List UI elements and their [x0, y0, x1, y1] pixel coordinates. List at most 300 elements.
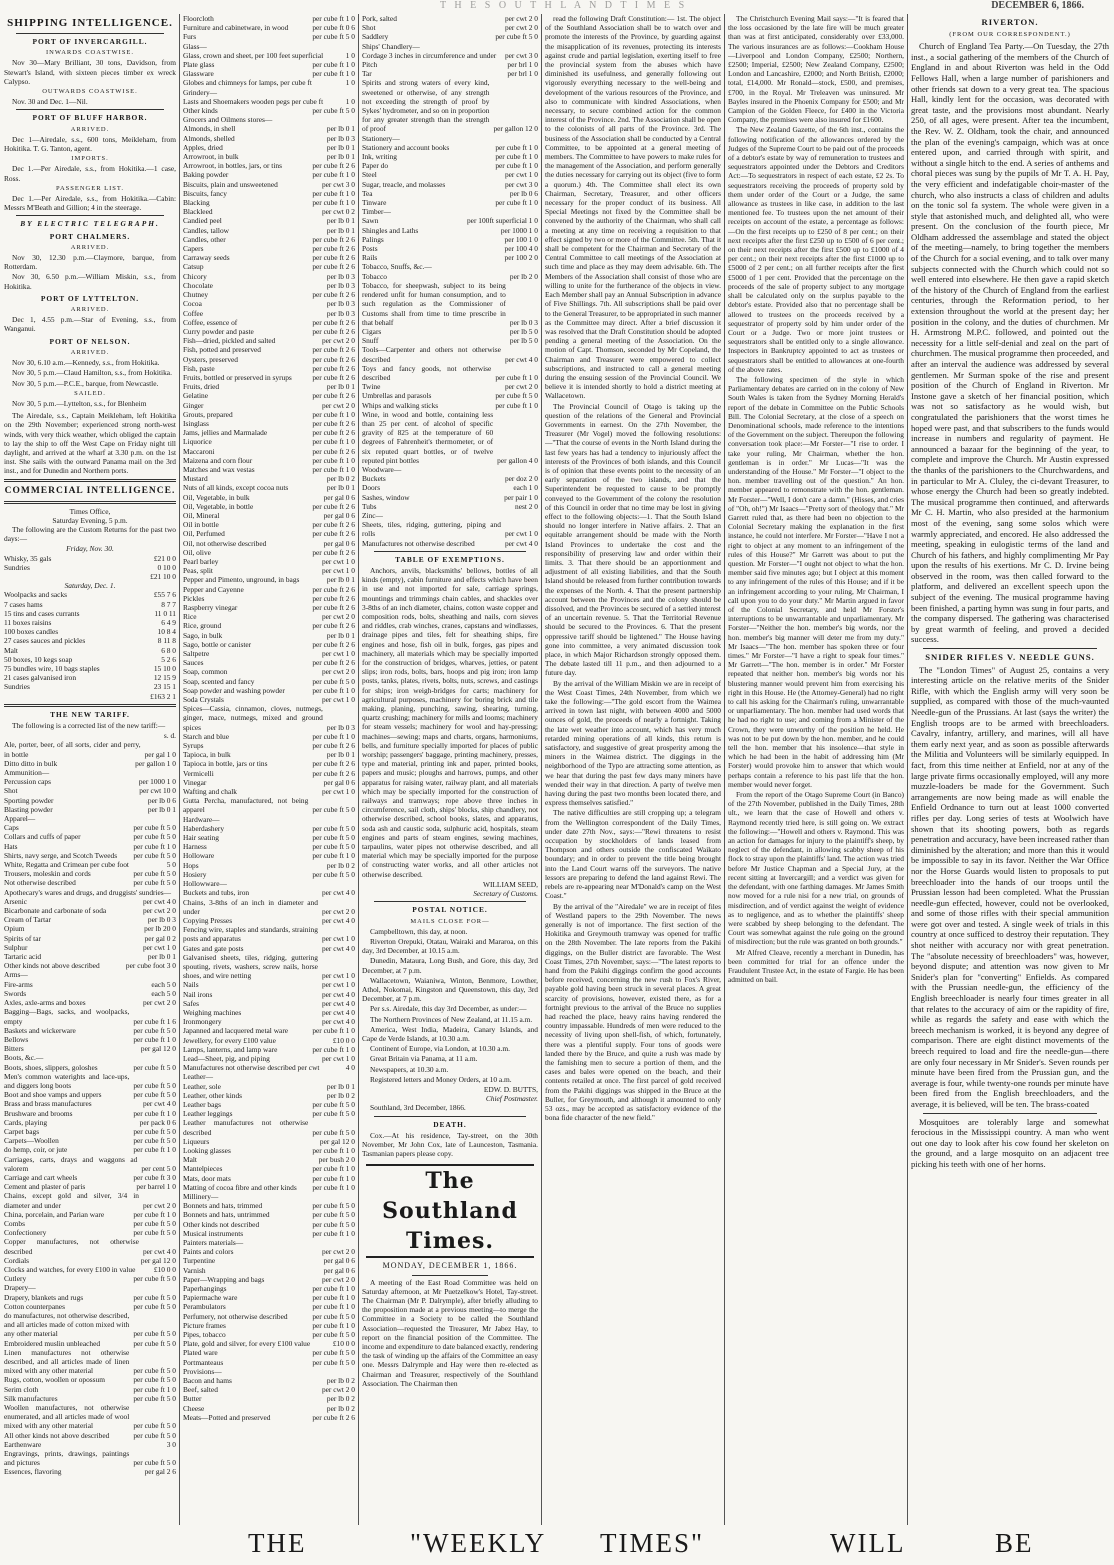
- telegraph-heading: BY ELECTRIC TELEGRAPH.: [20, 219, 160, 229]
- tariff-row-item: Drapery—: [4, 1283, 36, 1293]
- tariff-row-value: per cube ft 2 6: [312, 603, 355, 612]
- column-1: [4, 14, 176, 1554]
- tariff-row: [183, 1091, 355, 1100]
- tariff-row-item: Jams, jellies and Marmalade: [183, 428, 268, 438]
- tariff-row-item: Embroidered muslin unbleached: [4, 1338, 101, 1348]
- tariff-row: [183, 796, 355, 814]
- tariff-row: [4, 777, 176, 786]
- tariff-row-item: Almonds, in shell: [183, 124, 236, 134]
- shipping-heading: SHIPPING INTELLIGENCE.: [7, 17, 173, 29]
- tariff-row-value: per cube ft 2 6: [312, 658, 355, 668]
- tariff-row-value: per cent 5 0: [141, 1163, 176, 1173]
- tariff-row-item: Oil, olive: [183, 547, 211, 557]
- tariff-row-item: Bagging—Bags, sacks, and woolpacks, empty: [4, 1007, 130, 1026]
- tariff-row-value: per bush 2 0: [318, 1155, 355, 1165]
- tariff-row-item: Glass, crown and sheet, per 100 feet superficial: [183, 50, 324, 60]
- tariff-row-item: Not otherwise described: [4, 878, 76, 888]
- tariff-row: [362, 32, 538, 41]
- tariff-row-item: Lasts and Shoemakers wooden pegs per cube ft: [183, 96, 324, 106]
- tariff-row: [183, 1210, 355, 1219]
- tariff-row: [183, 373, 355, 382]
- tariff-row-value: per cwt 1 0: [321, 649, 355, 659]
- tariff-row-item: Serim cloth: [4, 1384, 39, 1394]
- tariff-row-item: Spices—Cassia, cinnamon, cloves, nutmegs, ginger, mace, nutmegs, mixed and ground spices: [183, 704, 323, 732]
- tariff-row-value: per cube ft 1 0: [495, 400, 538, 410]
- tariff-row: [183, 1394, 355, 1403]
- postal-item: The Northern Provinces of New Zealand, at 11.15 a.m.: [370, 1014, 533, 1024]
- tariff-row-value: per cube ft 5 0: [312, 842, 355, 852]
- tariff-row-value: per cwt 4 0: [504, 354, 538, 364]
- chalmers-list: [4, 253, 176, 291]
- postal-item: Riverton Orepuki, Otatau, Wairaki and Mararoa, on this day, 3rd December, at 10.15 a.m.: [362, 936, 538, 956]
- tariff-list-2: [183, 14, 355, 1422]
- tariff-row-value: per cube ft 5 0: [312, 1330, 355, 1340]
- tariff-row: [183, 51, 355, 60]
- tariff-row: [4, 1302, 176, 1311]
- tariff-row-item: Oil, Vegetable, in bottle: [183, 501, 254, 511]
- tariff-row: [4, 1375, 176, 1384]
- tariff-row-value: per cube ft 5 0: [495, 391, 538, 401]
- exemptions-text: Anchors, anvils, blacksmiths' bellows, bottles of all kinds (empty), cabin furniture and effects which have been in use and not imported for sale, carriage springs, mountings and trimmings chain cables, and shackles over 3-8ths of an inch diameter, chains, cotton waste copper and composition rods, bolts, sheathing and nails, corn sieves and riddles, crab winches, cranes, capstans and windlasses, drainage pipes and tiles, felt for sheathing ships, fire engines and hose, fish oil in bulk, forges, gas pipes and machinery, all materials which may be specially imported for the construction of bridges, wharves, jetties, or patent slips; iron rods, bolts, bars, hoops and pig iron; iron lamp posts, tanks, plates, rivets, bolts, nuts, screws, and castings for ships; iron weigh-bridges for carts; machinery for agricultural purposes, machinery for boring brick and tile making, planing, punching, sawing, shearing, turning, quartz crushing; machinery for mills and looms; machinery for steam vessels; machinery for wool and hay-pressing; machines—sewing; maps and charts, organs, harmoniums, bells, and furniture specially imported for places of public worship; passengers' baggage, printing machinery, presses, type and material, printing ink and paper, printed books, papers and music; ploughs and harrows, pumps, and other apparatus for raising water, railway plant, and all materials which may be specially imported for the construction of railways and tramways; rope above three inches in circumference, sail cloth, ships' blocks, ship chandlery, not otherwise described, school books, slates, and apparatus, soda ash and caustic soda, sulphuric acid, hospitals, steam engines and parts of steam engines, sewing machines, tarpaulins, water pipes not otherwise described, and all material which may be specially imported for the purpose of constructing water works, and all other articles not otherwise described.: [362, 565, 538, 879]
- tariff-row-value: per cwt 2 0: [142, 906, 176, 916]
- tariff-row-value: per cube ft 2 6: [312, 372, 355, 382]
- tariff-row: [362, 281, 538, 327]
- tariff-row-item: Earthenware: [4, 1439, 42, 1449]
- tariff-row: [4, 1348, 176, 1376]
- tariff-row-value: per cwt 1 0: [321, 695, 355, 705]
- tariff-row-value: each 5 0: [151, 988, 176, 998]
- tariff-row-item: Other kinds: [183, 106, 218, 116]
- tariff-row-value: per cube ft 1 0: [495, 142, 538, 152]
- tariff-row-item: do manufactures, not otherwise described, and all articles made of cotton mixed with any other material: [4, 1311, 130, 1339]
- tariff-row-value: per cwt 4 0: [321, 1017, 355, 1027]
- tariff-row: [362, 143, 538, 152]
- tariff-row-value: per cwt 2 0: [321, 906, 355, 916]
- tariff-row-value: per cwt 10 0: [139, 786, 176, 796]
- tariff-row-value: per cube ft 1 0: [312, 1044, 355, 1054]
- snider-heading: SNIDER RIFLES V. NEEDLE GUNS.: [925, 652, 1095, 663]
- outwards-entry: Nov. 30 and Dec. 1—Nil.: [12, 97, 88, 107]
- tariff-row-value: per cube ft 1 0: [495, 152, 538, 162]
- tariff-row-item: Silk manufactures: [4, 1393, 58, 1403]
- customs-row: [4, 600, 176, 609]
- times-office: Times Office,: [69, 506, 111, 516]
- tariff-row-item: Shirts, navy serge, and Scotch Tweeds: [4, 850, 118, 860]
- tariff-row: [183, 447, 355, 456]
- tariff-row-item: Beef, salted: [183, 1385, 218, 1395]
- tariff-row-item: Galvanised sheets, tiles, ridging, guttering spouting, rivets, washers, screw nails, horse shoes, and wire netting: [183, 952, 318, 981]
- tariff-row: [362, 401, 538, 410]
- tariff-row: [183, 244, 355, 253]
- tariff-row-value: per 100 1 0: [504, 234, 538, 244]
- tariff-row: [183, 23, 355, 32]
- tariff-row: [183, 355, 355, 364]
- tariff-row-item: Capers: [183, 244, 204, 254]
- tariff-row-value: per gal 12 0: [319, 1136, 355, 1146]
- tariff-row: [183, 216, 355, 225]
- tariff-row-item: Perambulators: [183, 1302, 226, 1312]
- tariff-row-item: Leather, sole: [183, 1081, 221, 1091]
- tariff-row-item: Candles, tallow: [183, 225, 229, 235]
- bluff-arrived: Dec 1—Airedale, s.s., 600 tons, Meikleham, from Hokitika. T. G. Tanton, agent.: [4, 134, 176, 154]
- tariff-row-value: per gallon 4 0: [497, 455, 538, 465]
- tariff-row-item: Millinery—: [183, 1192, 219, 1201]
- customs-row-value: 11 0 11: [154, 608, 176, 618]
- tariff-row-value: per gal 0 6: [323, 777, 355, 787]
- tariff-row: [362, 364, 538, 382]
- tariff-row-item: Doors: [362, 483, 381, 493]
- article-paragraph: The following specimen of the style in which Parliamentary debates are carried on in the colony of New South Wales is taken from the Sydney Morning Herald's report of the debate in Committee on the Public Schools Bill. The Colonial Secretary, at the close of a speech on Denominational schools, made reference to the intentions of the Government on the subject. Thereupon the following conversation took place:—Mr Forster—"I rise to order. I take your ruling, Mr Chairman, whether the hon. gentleman is in order." Mr Lucas—"It was the understanding of the House." Mr Forster—"I object to the hon. member travelling out of the question." An hon. member appeared to remonstrate with the hon. gentleman. Mr Forster—"Well, I don't care a damn." (Hisses, and cries of "Oh, oh!") Mr Isaacs—"Pretty sort of theology that." Mr Garrett ruled that, as there had been no objection to the Colonial Secretary making the explanation in the first instance, he could not interfere. Mr Forster—"Have I not a right to object at any moment to an infringement of the rules of this House?" Mr Garrett was about to put the question. Mr Forster—"I ought not object to what the hon. member said five minutes ago; but I object at this moment to any infringement of the rules of this House; and if it be an infringement according to your ruling, Mr Chairman, I call upon you to do your duty." Mr Martin argued in favor of the Colonial Secretary, and held Mr Forster's interruptions to be unwarrantable and unparliamentary. Mr Forster—"Neither the hon. member's big words, nor the hon. member's big manner will deter me from my duty." Mr Isaacs—"The hon. member has spoken three or four times." Mr Forster—"I have a right to speak four times." Mr Garrett—"The hon. member is in order." Mr Forster repeated that neither hon. member's big words nor his blustering manner would prevent him from exercising his right in this House. He (the Attorney-General) had no right to call his asking for the Chairman's ruling, unwarrantable or unparliamentary. The hon. member had used words that he had no right to use; and coming from a Minister of the Crown, they were unworthy of the position he held. He was not to be put down by the hon. member, and he could tell the hon. member that his insolence—that style in which he had been in the habit of addressing him (Mr Forster) would provoke him to answer that which would perhaps contain a reference to his past life that the hon. member would never forget.: [728, 374, 904, 789]
- tariff-row: [183, 1413, 355, 1422]
- tariff-row-item: Leather leggings: [183, 1109, 233, 1119]
- tariff-row: [4, 1440, 176, 1449]
- inwards-entry: Nov 30—Mary Brilliant, 30 tons, Davidson, from Stewart's Island, with sixteen pieces timber ex wreck Calypso.: [4, 58, 176, 86]
- tariff-row-item: Candied peel: [183, 216, 222, 226]
- tariff-row-item: Pearl barley: [183, 556, 219, 566]
- tariff-row-item: Leather manufactures not otherwise described: [183, 1118, 309, 1137]
- tariff-row-value: per cube ft 5 0: [312, 869, 355, 879]
- tariff-row-value: per cube ft 5 0: [133, 832, 176, 842]
- tariff-row: [183, 1247, 355, 1256]
- tariff-row-item: Bicarbonate and carbonate of soda: [4, 906, 107, 916]
- tariff-row-value: per cwt 1 0: [321, 934, 355, 944]
- tariff-row: [4, 888, 176, 897]
- tariff-row-value: per lb 0 1: [326, 225, 355, 235]
- tariff-row-item: Sawn: [362, 216, 379, 226]
- tariff-row-value: per cube ft 5 0: [133, 1136, 176, 1146]
- tariff-row: [4, 740, 176, 758]
- tariff-row-value: per cwt 2 0: [142, 1200, 176, 1210]
- tariff-row-value: per cube ft 1 0: [312, 1182, 355, 1192]
- tariff-row-value: per lb 0 2: [326, 1403, 355, 1413]
- customs-row-item: Sundries: [4, 562, 30, 572]
- tariff-row: [183, 235, 355, 244]
- tariff-row-item: Shot: [362, 23, 376, 33]
- column-4: [545, 14, 721, 1534]
- tariff-row-item: Tobacco, Snuffs, &c.—: [362, 262, 432, 272]
- tariff-row-item: Spirits and strong waters of every kind, sweetened or otherwise, of any strength not exceeding the strength of proof by Sykes' hydrometer, and so on in proportion for any greater strength than the strength of proof: [362, 78, 490, 134]
- tariff-row-item: Catsup: [183, 262, 204, 272]
- tariff-row-item: Boot and shoe vamps and uppers: [4, 1090, 102, 1100]
- tariff-row: [4, 1265, 176, 1274]
- tariff-row: [4, 1394, 176, 1403]
- tariff-row: [183, 1146, 355, 1155]
- tariff-row-item: Syrups: [183, 741, 204, 751]
- tariff-row-item: Tartaric acid: [4, 952, 42, 962]
- friday-label: Friday, Nov. 30.: [66, 544, 114, 554]
- tariff-row-item: Pepper and Cayenne: [183, 584, 244, 594]
- tariff-row-value: per cube ft 5 0: [133, 1338, 176, 1348]
- tariff-row-value: £10 0 0: [332, 1339, 355, 1349]
- tariff-row-item: Wine, in wood and bottle, containing less than 25 per cent. of alcohol of specific gravity of 825 at the temperature of 60 degrees of Fahrenheit's thermometer, or of six reputed quart bottles, or of twelve reputed pint bottles: [362, 409, 494, 465]
- tariff-row-item: Nails: [183, 980, 199, 990]
- tariff-row-value: per cube ft 5 0: [133, 1090, 176, 1100]
- tariff-row: [4, 1228, 176, 1237]
- tariff-row-item: Manufactures not otherwise described: [362, 538, 475, 548]
- tariff-row-item: Pepper and Pimento, unground, in bags: [183, 575, 300, 585]
- customs-row: [4, 673, 176, 682]
- tariff-row-item: Vermicelli: [183, 768, 214, 778]
- tariff-row-value: per cwt 2 0: [321, 1274, 355, 1284]
- tariff-row: [4, 1403, 176, 1431]
- tariff-row-item: Ink, writing: [362, 152, 397, 162]
- tariff-row-value: per cube ft 2 6: [312, 161, 355, 171]
- tariff-row: [183, 1348, 355, 1357]
- tariff-row-item: Maccaroni: [183, 446, 215, 456]
- tariff-row-value: per cube ft 5 0: [133, 850, 176, 860]
- tariff-row-item: Soap, common: [183, 667, 228, 677]
- tariff-row: [4, 1449, 176, 1467]
- tariff-row-value: per cube ft 5 0: [312, 805, 355, 815]
- tariff-row: [183, 1072, 355, 1081]
- tariff-row-value: per cube ft 2 6: [312, 1412, 355, 1422]
- tariff-row-item: Confectionery: [4, 1228, 47, 1238]
- tariff-row: [183, 170, 355, 179]
- tariff-row: [183, 732, 355, 741]
- tariff-row: [362, 262, 538, 271]
- tariff-row-item: Hardware—: [183, 814, 220, 824]
- tariff-row-value: per cube ft 5 0: [312, 676, 355, 686]
- tariff-row-value: per cube ft 1 0: [312, 188, 355, 198]
- tariff-row-value: per lb 0 2: [326, 1376, 355, 1386]
- tariff-row-value: per cwt 2 0: [321, 1385, 355, 1395]
- tariff-row: [183, 1054, 355, 1063]
- tariff-row: [4, 1173, 176, 1182]
- tariff-row-item: Plate glass: [183, 60, 215, 70]
- tariff-row-value: per lb 0 1: [326, 483, 355, 493]
- tariff-row-item: Blacking: [183, 198, 210, 208]
- banner-word: "WEEKLY: [410, 1528, 547, 1558]
- postal-subheading: MAILS CLOSE FOR—: [410, 917, 490, 925]
- tariff-row-value: per lb 0 2: [326, 1090, 355, 1100]
- tariff-row: [183, 888, 355, 897]
- tariff-row: [4, 1007, 176, 1025]
- tariff-row-value: per lb 0 1: [326, 750, 355, 760]
- tariff-row: [4, 934, 176, 943]
- tariff-row-value: per cwt 4 0: [504, 538, 538, 548]
- tariff-row: [183, 345, 355, 354]
- tariff-row: [183, 1174, 355, 1183]
- tariff-row: [183, 695, 355, 704]
- tariff-row-item: Ditto ditto in bulk: [4, 758, 58, 768]
- tariff-row: [183, 69, 355, 78]
- tariff-row-item: Arsenic: [4, 896, 27, 906]
- tariff-row: [4, 823, 176, 832]
- tariff-row-value: per cube ft 1 0: [312, 464, 355, 474]
- header-date: DECEMBER 6, 1866.: [991, 0, 1084, 11]
- tariff-row-item: Candles, other: [183, 234, 226, 244]
- tariff-row-item: Oysters, preserved: [183, 354, 239, 364]
- tariff-row-value: per lb 0 1: [326, 382, 355, 392]
- tariff-row-value: per cube ft 2 6: [312, 593, 355, 603]
- tariff-row: [183, 115, 355, 124]
- tariff-row-value: per cube ft 2 6: [312, 317, 355, 327]
- tariff-row-value: per cwt 0 2: [321, 207, 355, 217]
- tariff-row-value: per cube ft 1 0: [312, 60, 355, 70]
- tariff-row-item: Other kinds not above described: [4, 961, 100, 971]
- tariff-row-value: per cwt 4 0: [321, 998, 355, 1008]
- tariff-row: [183, 106, 355, 115]
- tariff-row-item: Bitters: [4, 1044, 24, 1054]
- tariff-row: [4, 943, 176, 952]
- tariff-row-item: Weighing machines: [183, 1007, 242, 1017]
- tariff-row-value: per cube ft 1 6: [133, 1016, 176, 1026]
- tariff-row-item: Toys and fancy goods, not otherwise described: [362, 363, 492, 382]
- tariff-row-value: per cube ft 2 6: [312, 234, 355, 244]
- tariff-row: [4, 1026, 176, 1035]
- tariff-row: [183, 741, 355, 750]
- tariff-row-value: per pair 1 0: [504, 492, 538, 502]
- tariff-row: [183, 1229, 355, 1238]
- customs-row: [4, 554, 176, 563]
- tariff-row: [183, 1100, 355, 1109]
- tariff-row-item: Fruits, dried: [183, 382, 220, 392]
- tariff-row-item: Holloware: [183, 851, 215, 861]
- tariff-row: [183, 1045, 355, 1054]
- editorial-lead: A meeting of the East Road Committee was held on Saturday afternoon, at Mr Puetzelkow's Hotel, Tay-street. The Chairman (Mr P. Dalrymple), after briefly alluding to the proposition made at a previous meeting—to merge the Committee in a Society to be called the Southland Association—requested the Treasurer, Mr Jabez Hay, to report on the financial position of the Committee. The income and expenditure to date balanced exactly, rendering the task of winding up the affairs of the Committee an easy one. Messrs Dalrymple and Hay were then re-elected as Chairman and Treasurer, respectively of the Southland Association. The Chairman then: [362, 1277, 538, 1388]
- tariff-row: [183, 262, 355, 271]
- tariff-row-value: per cube ft 1 0: [312, 455, 355, 465]
- tariff-row-item: Chains, except gold and silver, 3/4 in diameter and under: [4, 1191, 139, 1210]
- tariff-row-value: per gal 0 6: [323, 538, 355, 548]
- tariff-row-item: Other kinds not described: [183, 1219, 260, 1229]
- tariff-row: [183, 1385, 355, 1394]
- article-paragraph: read the following Draft Constitution:— 1st. The object of the Southland Association shall be to watch over and promote the interests of the Province, by guarding against the misapplication of its revenues, protecting its interests against crude and partial legislation, exerting itself to free the provincial system from the abuses which have diminished its usefulness, and generally following out vigorously everything necessary to the well-being and development of the various resources of the Province, and also to communicate with kindred Associations, when necessary, to secure combined action for the common interest of the Province. 2nd. The Association shall be open to the colonists of all parts of the Province. 3rd. The business of the Association shall be conducted by a Central Committee, to be appointed at a general meeting of members. The Committee to have powers to make rules for the management of the Association, and perform generally the duties necessary for carrying out its object (five to form a quorum.) 4th. The Committee shall elect its own Chairman, Secretary, Treasurer, and other officers necessary for the proper conduct of its business. All Special Meetings not fixed by the Committee shall be convened by the authority of the Chairman, who shall call a meeting at any time on receiving a requisition to that effect signed by two or more of the Committee. 5th. That it shall be competent for the Chairman and Secretary of the Central Committee to call meetings of the Association at such time and place as they may deem advisable. 6th. The Members of the Association shall consist of those who are willing to unite for the furtherance of the objects in view. Each Member shall pay an Annual Subscription in advance of Five Shillings. 7th. All subscriptions shall be paid over to the General Treasurer, to be appropriated in such manner as the Committee may direct. After a brief discussion it was resolved that the Draft Constitution should be adopted pending a general meeting of the Association. On the motion of Capt. Thomson, seconded by Mr Copeland, the Chairman and Treasurer were empowered to collect subscriptions, and instructed to call a general meeting during the ensuing session of the Provincial Council. We believe it is intended shortly to hold a district meeting at Wallacetown.: [545, 14, 721, 401]
- tariff-row: [183, 1201, 355, 1210]
- tariff-row: [4, 952, 176, 961]
- nelson-list: [4, 358, 176, 388]
- tariff-row: [183, 290, 355, 299]
- tariff-row-value: per cube ft 5 0: [133, 1375, 176, 1385]
- tariff-row-item: Palings: [362, 234, 384, 244]
- tariff-row: [4, 1339, 176, 1348]
- tariff-row: [183, 42, 355, 51]
- tariff-row-item: Picture frames: [183, 1320, 226, 1330]
- tariff-row-value: per gal 0 6: [323, 1265, 355, 1275]
- exemptions-heading: TABLE OF EXEMPTIONS.: [395, 554, 505, 564]
- tariff-row: [362, 69, 538, 78]
- tariff-row-item: Sago, in bulk: [183, 630, 223, 640]
- tariff-row-value: per cwt 1 0: [321, 566, 355, 576]
- tariff-row-value: per cube ft 1 0: [312, 1302, 355, 1312]
- tariff-row-item: Nail irons: [183, 989, 213, 999]
- tariff-row: [183, 557, 355, 566]
- tariff-row-item: Wafting and chalk: [183, 787, 237, 797]
- tariff-row: [183, 1017, 355, 1026]
- tariff-row-value: per cwt 3 0: [504, 50, 538, 60]
- tariff-row-value: per cube ft 5 0: [312, 1219, 355, 1229]
- tariff-row: [183, 428, 355, 437]
- tariff-row-item: Liquorice: [183, 437, 212, 447]
- tariff-row-value: per lb 0 1: [326, 575, 355, 585]
- postal-date: Southland, 3rd December, 1866.: [370, 1103, 466, 1113]
- tariff-row-value: per cube ft 2 6: [312, 529, 355, 539]
- tariff-row-item: Combs: [4, 1218, 25, 1228]
- tariff-row-item: Rugs, cotton, woollen or opossum: [4, 1375, 106, 1385]
- tariff-row-item: Butter: [183, 1394, 202, 1404]
- customs-signature: WILLIAM SEED,: [482, 879, 538, 889]
- tariff-row-value: £10 0 0: [153, 1264, 176, 1274]
- tariff-row: [183, 575, 355, 584]
- tariff-row-item: Biscuits, fancy: [183, 188, 227, 198]
- tariff-row-value: per cube ft 2 6: [312, 520, 355, 530]
- tariff-row-value: per cube ft 1 0: [133, 841, 176, 851]
- tariff-row-item: Rice: [183, 612, 197, 622]
- tariff-row: [183, 483, 355, 492]
- tariff-row-value: per cwt 4 0: [321, 989, 355, 999]
- tariff-row: [183, 621, 355, 630]
- customs-row-item: 7 cases hams: [4, 599, 43, 609]
- tariff-row-value: per cube ft 1 0: [312, 409, 355, 419]
- tariff-row-item: Tapioca, in bulk: [183, 750, 231, 760]
- tariff-row-item: Japanned and lacquered metal ware: [183, 1026, 289, 1036]
- tariff-row-value: each 5 0: [151, 979, 176, 989]
- tariff-row-item: Gates and gate posts: [183, 943, 244, 953]
- tariff-row: [4, 786, 176, 795]
- tariff-row-item: All other kinds not above described: [4, 1430, 110, 1440]
- bottom-banner: [0, 1527, 1114, 1559]
- tariff-row: [183, 97, 355, 106]
- tariff-row-item: Grouts, prepared: [183, 409, 233, 419]
- tariff-row-value: per cwt 1 0: [504, 529, 538, 539]
- customs-row: [4, 636, 176, 645]
- tariff-row-value: per cwt 1 0: [321, 1053, 355, 1063]
- tariff-row-item: Carriage and cart wheels: [4, 1172, 78, 1182]
- arrived-label: ARRIVED.: [70, 125, 110, 133]
- tariff-row: [183, 1266, 355, 1275]
- tariff-row-item: Caps: [4, 823, 19, 833]
- tariff-row-item: Grindery—: [183, 87, 218, 97]
- tariff-row-item: Swords: [4, 988, 27, 998]
- tariff-row-item: Woodware—: [362, 464, 402, 474]
- arrived-label: ARRIVED.: [70, 243, 110, 251]
- tariff-row-item: Oil in bottle: [183, 520, 219, 530]
- article-paragraph: The native difficulties are still cropping up; a telegram from the Wellington correspondent of the Daily Times, under date 27th Nov., says:—"Rewi threatens to resist occupation by stockholders of lands leased from Thompson and others outside the confiscated Waikato boundary; and in order to prevent the title being brought into the Land Court warns off the surveyors. The native lessors are preparing to defend the land against Rewi. The rebels are re-appearing near M'Donald's camp on the West Coast.": [545, 808, 721, 901]
- tariff-row-value: per cwt 3 0: [321, 179, 355, 189]
- tariff-row-value: per gal 0 6: [323, 510, 355, 520]
- tariff-row-value: per cube ft 1 0: [312, 1164, 355, 1174]
- tariff-row-item: Carpets—Woollen: [4, 1136, 59, 1146]
- tariff-row-item: Jewellery, for every £100 value: [183, 1035, 276, 1045]
- tariff-row-value: per lb 0 3: [326, 299, 355, 309]
- tariff-row-item: Cutlery: [4, 1274, 27, 1284]
- tariff-row-item: Chutney: [183, 290, 209, 300]
- tariff-row-value: per cube ft 5 0: [495, 32, 538, 42]
- customs-row-item: 15 tins and cases currants: [4, 608, 80, 618]
- tariff-row: [183, 520, 355, 529]
- tariff-row-item: Arrowroot, in bottles, jars, or tins: [183, 161, 282, 171]
- tariff-row-value: per cube ft 1 0: [133, 1145, 176, 1155]
- tariff-row-item: Bonnets and hats, trimmed: [183, 1201, 263, 1211]
- tariff-row: [183, 769, 355, 778]
- tariff-row-value: per cube ft 1 0: [312, 1145, 355, 1155]
- tariff-row: [183, 1339, 355, 1348]
- tariff-row-value: per cwt 2 0: [504, 14, 538, 23]
- article-paragraph: By the arrival of the William Miskin we are in receipt of the West Coast Times, 24th November, from which we take the following:—"The gold escort from the Waimea arrived in town last night, with between 4000 and 5000 ounces of gold, the proceeds of nearly a fortnight. Taking the late wet weather into account, which has very much retarded mining operations of all kinds, this return is satisfactory, and suggestive of great prosperity among the miners in the Waimea district. The diggings in the neighborhood of the Typo are attracting some attention, as we hear that during the past few days many miners have wended their way in that direction. A party of twelve men having during the past two months been located there, and express themselves satisfied.": [545, 678, 721, 808]
- tariff-row-item: Globes and chimneys for lamps, per cube ft: [183, 78, 312, 88]
- tariff-row-item: Coffee: [183, 308, 203, 318]
- tariff-row-value: per cwt 1 0: [504, 170, 538, 180]
- tariff-row-item: Paperhangings: [183, 1284, 227, 1294]
- customs-row-value: £163 2 1: [150, 691, 176, 701]
- tariff-row: [362, 327, 538, 336]
- tariff-row-item: Buckets: [362, 474, 386, 484]
- tariff-row-item: Shot: [4, 786, 18, 796]
- customs-row: [4, 590, 176, 599]
- tariff-row-item: Curry powder and paste: [183, 326, 254, 336]
- tariff-row: [183, 1293, 355, 1302]
- tariff-row: [4, 906, 176, 915]
